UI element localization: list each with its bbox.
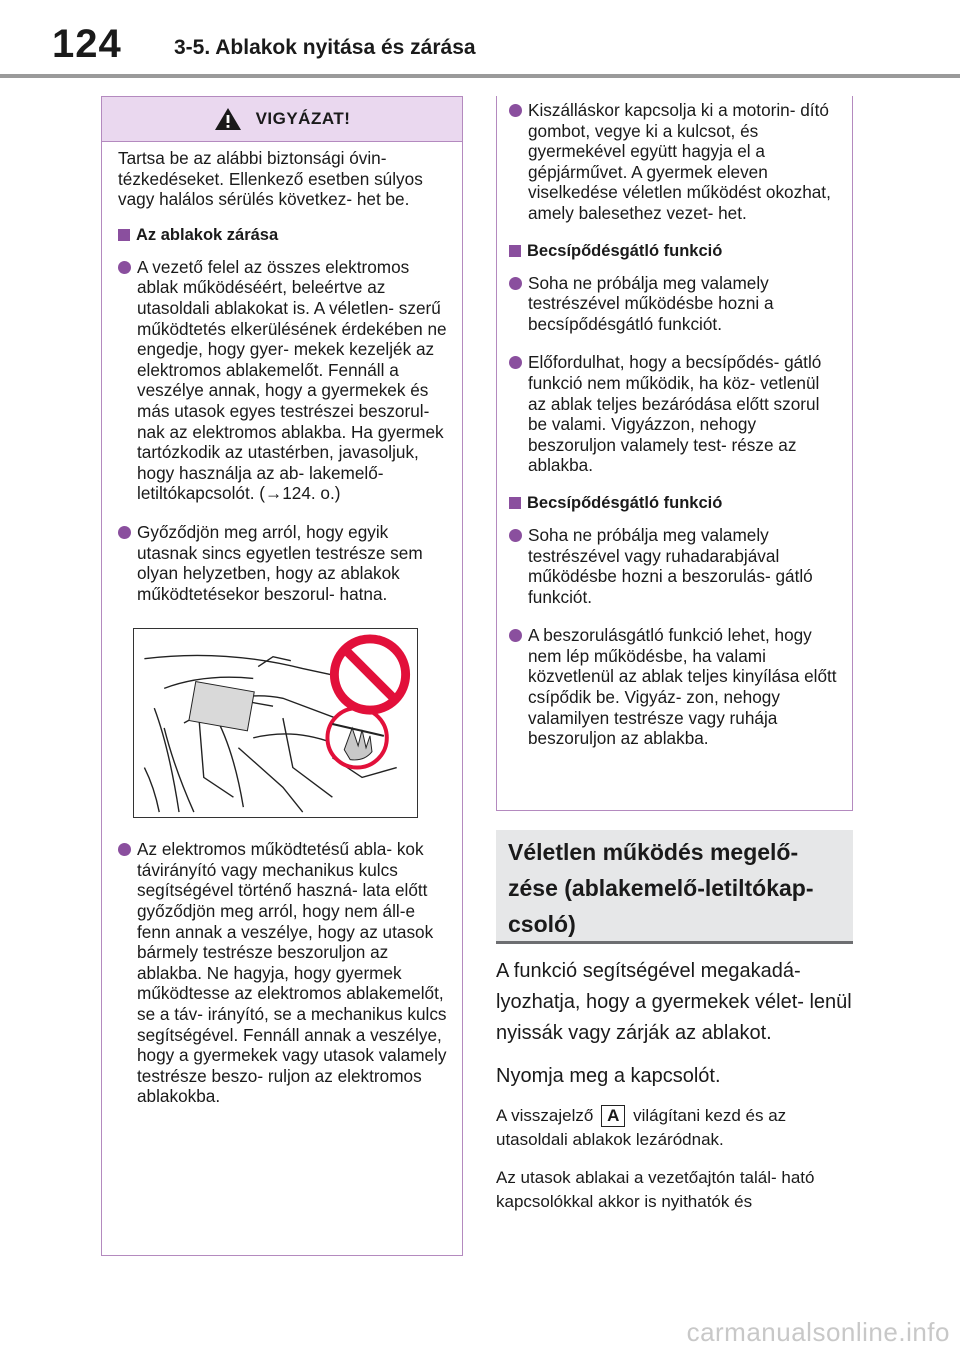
caution-section-title (118, 226, 448, 245)
round-bullet-icon (509, 356, 522, 369)
page-number: 124 (52, 22, 122, 66)
list-item (118, 257, 448, 504)
list-item (118, 522, 448, 604)
round-bullet-icon (509, 529, 522, 542)
round-bullet-icon (509, 277, 522, 290)
list-item-text: A beszorulásgátló funkció lehet, hogy nem lép működésbe, ha valami közvetlenül az ablak teljes kinyílása előtt csípődik be. Vigyáz- zon, nehogy valamilyen testrésze vagy ruhája beszoruljon az ablakba. (528, 625, 837, 749)
header-rule (0, 74, 960, 78)
round-bullet-icon (118, 526, 131, 539)
indicator-label-badge: A (601, 1105, 625, 1127)
header-title: 3-5. Ablakok nyitása és zárása (174, 36, 476, 59)
section-heading (496, 830, 853, 944)
list-item (509, 100, 838, 224)
instruction-paragraph: Nyomja meg a kapcsolót. (496, 1065, 721, 1087)
section-label: Becsípődésgátló funkció (527, 493, 723, 512)
caution-intro: Tartsa be az alábbi biztonsági óvin- tézkedéseket. Ellenkező esetben súlyos vagy halálos sérülés következ- het be. (118, 148, 423, 210)
caution-section-label: Az ablakok zárása (136, 225, 279, 244)
note2-paragraph: Az utasok ablakai a vezetőajtón talál- ható kapcsolókkal akkor is nyithatók és (496, 1168, 815, 1211)
note-paragraph (496, 1104, 856, 1152)
caution-continuation-box (496, 96, 853, 811)
list-item (509, 625, 838, 749)
list-item-text: Az elektromos működtetésű abla- kok távirányító vagy mechanikus kulcs segítségével történő haszná- lata előtt győződjön meg arról, hogy nem áll-e fenn annak a veszélye, hogy az utasok bármely testrésze beszoruljon az ablakba. Ne hagyja, hogy gyermek működtesse az elektromos ablakemelőt, se a táv- irányító, se a mechanikus kulcs segítségével. Fennáll annak a veszélye, hogy a gyermekek vagy utasok valamely testrésze beszo- ruljon az elektromos ablakokba. (137, 839, 447, 1107)
list-item-text: Soha ne próbálja meg valamely testrészével vagy ruhadarabjával működésbe hozni a beszorulás- gátló funkciót. (528, 524, 813, 607)
square-bullet-icon (118, 229, 130, 241)
section-heading-line: Véletlen működés megelő- (508, 839, 799, 865)
round-bullet-icon (118, 843, 131, 856)
warning-triangle-icon (214, 107, 242, 131)
note-text-pre: A visszajelző (496, 1106, 594, 1125)
window-pinch-warning-illustration (133, 628, 418, 818)
list-item (509, 352, 838, 476)
list-item (509, 273, 838, 335)
round-bullet-icon (509, 104, 522, 117)
list-item-text: A vezető felel az összes elektromos ablak működéséért, beleértve az utasoldali ablakokat is. A véletlen- szerű működtetés elkerülésének érdekében ne engedje, hogy gyer- mekek kezeljék az elektromos ablakemelőt. Fennáll a veszélye annak, hogy a gyermekek és más utasok egyes testrészei beszorul- nak az elektromos ablakba. Ha gyermek tartózkodik az utastérben, javasoljuk, hogy használja az ab- lakemelő-letiltókapcsolót. (→124. o.) (137, 256, 447, 504)
list-item (509, 525, 838, 607)
section-heading-line: csoló) (508, 911, 576, 937)
section-title (509, 494, 838, 513)
round-bullet-icon (118, 261, 131, 274)
list-item-text: Győződjön meg arról, hogy egyik utasnak sincs egyetlen testrésze sem olyan helyzetben, hogy az ablakok működtetésekor beszorul- hatna. (137, 521, 423, 604)
section-heading-line: zése (ablakemelő-letiltókap- (508, 875, 814, 901)
caution-box (101, 96, 463, 1256)
square-bullet-icon (509, 245, 521, 257)
section-title (509, 242, 838, 261)
note-text-post: világítani kezd és az utasoldali ablakok lezáródnak. (496, 1106, 787, 1149)
list-item-text: Előfordulhat, hogy a becsípődés- gátló funkció nem működik, ha köz- vetlenül az ablak teljes bezáródása előtt szorul be valami. Vigyázzon, nehogy beszoruljon valamely test- része az ablakba. (528, 352, 822, 476)
list-item-text: Kiszálláskor kapcsolja ki a motorin- dító gombot, vegye ki a kulcsot, és gyermekével együtt hagyja el a gépjárművet. A gyermek eleven viselkedése véletlen működést okozhat, amely balesethez vezet- het. (528, 100, 831, 223)
list-item (118, 839, 448, 1107)
main-text (496, 956, 856, 1228)
watermark: carmanualsonline.info (686, 1317, 950, 1347)
lead-paragraph: A funkció segítségével megakadá- lyozhatja, hogy a gyermekek vélet- lenül nyissák vagy zárják az ablakot. (496, 960, 852, 1044)
caution-header (102, 97, 462, 142)
caution-title: VIGYÁZAT! (255, 109, 351, 128)
round-bullet-icon (509, 629, 522, 642)
square-bullet-icon (509, 497, 521, 509)
list-item-text: Soha ne próbálja meg valamely testrészével működésbe hozni a becsípődésgátló funkciót. (528, 272, 774, 334)
section-label: Becsípődésgátló funkció (527, 241, 723, 260)
